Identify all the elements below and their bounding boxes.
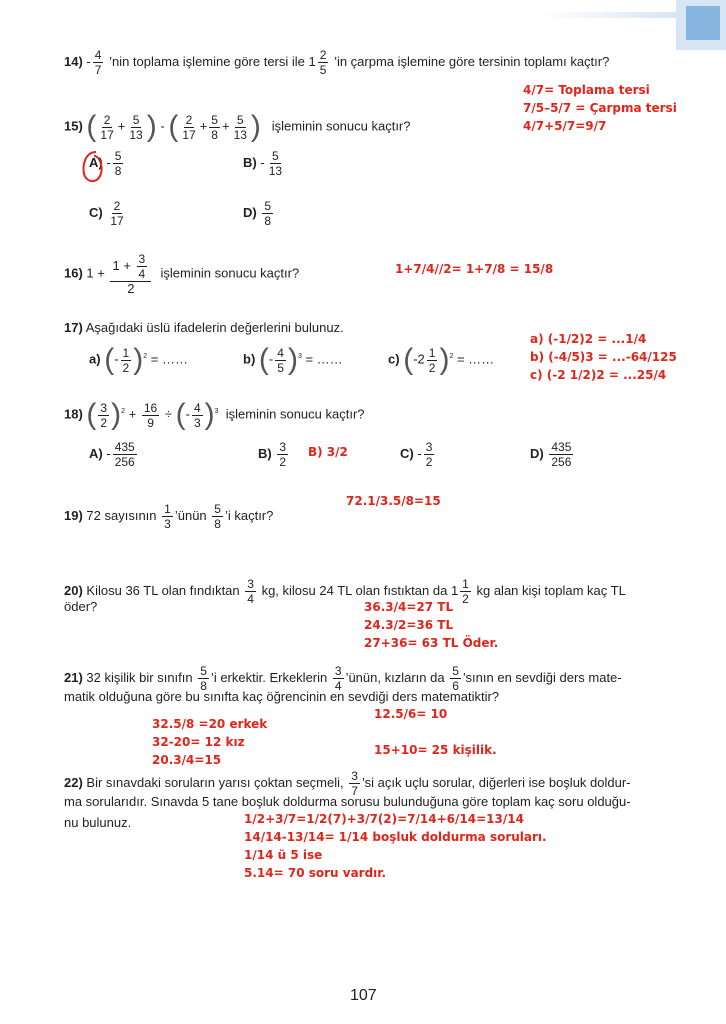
handwritten-note-q17-c: c) (-2 1/2)2 = ...25/4 bbox=[530, 368, 667, 382]
handwritten-note-q16: 1+7/4//2= 1+7/8 = 15/8 bbox=[395, 262, 554, 276]
handwritten-note-q21-r2: 15+10= 25 kişilik. bbox=[374, 743, 497, 757]
question-14 bbox=[64, 49, 609, 76]
question-text: işleminin sonucu kaçtır? bbox=[225, 406, 365, 422]
mixed-whole: 1 bbox=[308, 53, 316, 69]
handwritten-note-q22-2: 14/14-13/14= 1/14 boşluk doldurma soruları. bbox=[244, 830, 547, 844]
question-text: Aşağıdaki üslü ifadelerin değerlerini bulunuz. bbox=[85, 320, 344, 335]
question-22: 22) Bir sınavdaki soruların yarısı çoktan seçmeli, $\frac{3}{7}$ ’si açık uçlu sorular, diğerleri ise boşluk doldur- bbox=[64, 769, 631, 798]
question-number: 21) bbox=[64, 669, 83, 685]
handwritten-note-q22-4: 5.14= 70 soru vardır. bbox=[244, 866, 387, 880]
question-number: 16) bbox=[64, 265, 83, 281]
option-18-d[interactable]: D) $\frac{435}{256}$ bbox=[530, 440, 572, 469]
minus-sign: - bbox=[86, 53, 91, 69]
fraction: $\frac{2}{17}$ bbox=[100, 112, 114, 142]
fraction: $\frac{5}{13}$ bbox=[129, 112, 143, 142]
question-number: 18) bbox=[64, 406, 83, 422]
item-17-b: b) (- $\frac{4}{5}$ )$^3$ = …… bbox=[243, 343, 343, 376]
option-15-a[interactable]: A) - $\frac{5}{8}$ bbox=[89, 149, 122, 178]
fraction: $\frac{2}{5}$ bbox=[319, 48, 327, 77]
option-18-b[interactable]: B) $\frac{3}{2}$ bbox=[258, 440, 287, 469]
fraction: $\frac{5}{13}$ bbox=[233, 112, 247, 142]
complex-fraction: 1 + $\frac{3}{4}$ 2 bbox=[110, 253, 151, 295]
question-22-line-2: ma sorularıdır. Sınavda 5 tane boşluk doldurma sorusu bulunduğuna göre toplam kaç soru olduğu- bbox=[64, 794, 631, 809]
handwritten-answer-q18: B) 3/2 bbox=[308, 445, 348, 459]
handwritten-note-q21-l1: 32.5/8 =20 erkek bbox=[152, 717, 268, 731]
handwritten-note-q14-1: 4/7= Toplama tersi bbox=[523, 83, 650, 97]
handwritten-note-q22-3: 1/14 ü 5 ise bbox=[244, 848, 323, 862]
question-number: 17) bbox=[64, 320, 83, 335]
option-15-c[interactable]: C) $\frac{2}{17}$ bbox=[89, 199, 124, 228]
question-16: 16) 1 + 1 + $\frac{3}{4}$ 2 işleminin sonucu kaçtır? bbox=[64, 252, 300, 296]
handwritten-note-q21-l2: 32-20= 12 kız bbox=[152, 735, 245, 749]
question-text: ’in çarpma işlemine göre tersinin toplamı kaçtır? bbox=[334, 53, 610, 69]
answer-circle-mark bbox=[74, 148, 114, 188]
question-22-line-3: nu bulunuz. bbox=[64, 815, 132, 830]
page-number: 107 bbox=[350, 987, 377, 1004]
handwritten-note-q21-l3: 20.3/4=15 bbox=[152, 753, 222, 767]
handwritten-note-q17-a: a) (-1/2)2 = ...1/4 bbox=[530, 332, 647, 346]
handwritten-note-q20-1: 36.3/4=27 TL bbox=[364, 600, 454, 614]
question-number: 20) bbox=[64, 582, 83, 598]
item-17-c: c) (-2 $\frac{1}{2}$ )$^2$ = …… bbox=[388, 343, 495, 376]
handwritten-note-q14-3: 4/7+5/7=9/7 bbox=[523, 119, 607, 133]
handwritten-note-q17-b: b) (-4/5)3 = ...-64/125 bbox=[530, 350, 677, 364]
question-number: 22) bbox=[64, 774, 83, 790]
option-15-b[interactable]: B) - $\frac{5}{13}$ bbox=[243, 149, 283, 178]
question-number: 15) bbox=[64, 118, 83, 134]
question-number: 19) bbox=[64, 507, 83, 523]
question-21-line-2: matik olduğuna göre bu sınıfta kaç öğrencinin en sevdiği ders matematiktir? bbox=[64, 689, 500, 704]
handwritten-note-q20-3: 27+36= 63 TL Öder. bbox=[364, 636, 499, 650]
question-18: 18) ( $\frac{3}{2}$ )$^2$ + $\frac{16}{9}$ ÷ (- $\frac{4}{3}$ )$^3$ işleminin sonucu kaçtır? bbox=[64, 398, 365, 431]
question-19: 19) 72 sayısının $\frac{1}{3}$ ’ünün $\frac{5}{8}$ ’i kaçtır? bbox=[64, 502, 274, 531]
question-21: 21) 32 kişilik bir sınıfın $\frac{5}{8}$ ’i erkektir. Erkeklerin $\frac{3}{4}$ ’ünün, kızların da $\frac{5}{6}$ ’sının en sevdiği ders mate- bbox=[64, 664, 622, 693]
handwritten-note-q21-r1: 12.5/6= 10 bbox=[374, 707, 448, 721]
fraction: $\frac{4}{7}$ bbox=[94, 48, 102, 77]
corner-decoration-box bbox=[686, 6, 720, 40]
question-text: işleminin sonucu kaçtır? bbox=[271, 118, 411, 134]
fraction: $\frac{5}{8}$ bbox=[211, 112, 218, 142]
handwritten-note-q20-2: 24.3/2=36 TL bbox=[364, 618, 454, 632]
fraction: $\frac{2}{17}$ bbox=[182, 112, 196, 142]
option-18-c[interactable]: C) - $\frac{3}{2}$ bbox=[400, 440, 433, 469]
question-17 bbox=[64, 320, 344, 336]
option-15-d[interactable]: D) $\frac{5}{8}$ bbox=[243, 199, 272, 228]
question-text: işleminin sonucu kaçtır? bbox=[160, 265, 300, 281]
item-17-a: a) (- $\frac{1}{2}$ )$^2$ = …… bbox=[89, 343, 188, 376]
option-18-a[interactable]: A) - $\frac{435}{256}$ bbox=[89, 440, 135, 469]
question-number: 14) bbox=[64, 53, 83, 69]
handwritten-note-q14-2: 7/5–5/7 = Çarpma tersi bbox=[523, 101, 677, 115]
question-15: 15) ( $\frac{2}{17}$ + $\frac{5}{13}$ ) - ( $\frac{2}{17}$ + $\frac{5}{8}$ + $\frac{5}{13}$ ) işleminin sonucu kaçtır? bbox=[64, 110, 411, 143]
handwritten-note-q22-1: 1/2+3/7=1/2(7)+3/7(2)=7/14+6/14=13/14 bbox=[244, 812, 524, 826]
question-20: 20) Kilosu 36 TL olan fındıktan $\frac{3}{4}$ kg, kilosu 24 TL olan fıstıktan da 1 $\frac{1}{2}$ kg alan kişi toplam kaç TL bbox=[64, 577, 626, 606]
question-20-line-2: öder? bbox=[64, 599, 98, 614]
question-text: ’nin toplama işlemine göre tersi ile bbox=[109, 53, 305, 69]
handwritten-note-q19: 72.1/3.5/8=15 bbox=[346, 494, 441, 508]
